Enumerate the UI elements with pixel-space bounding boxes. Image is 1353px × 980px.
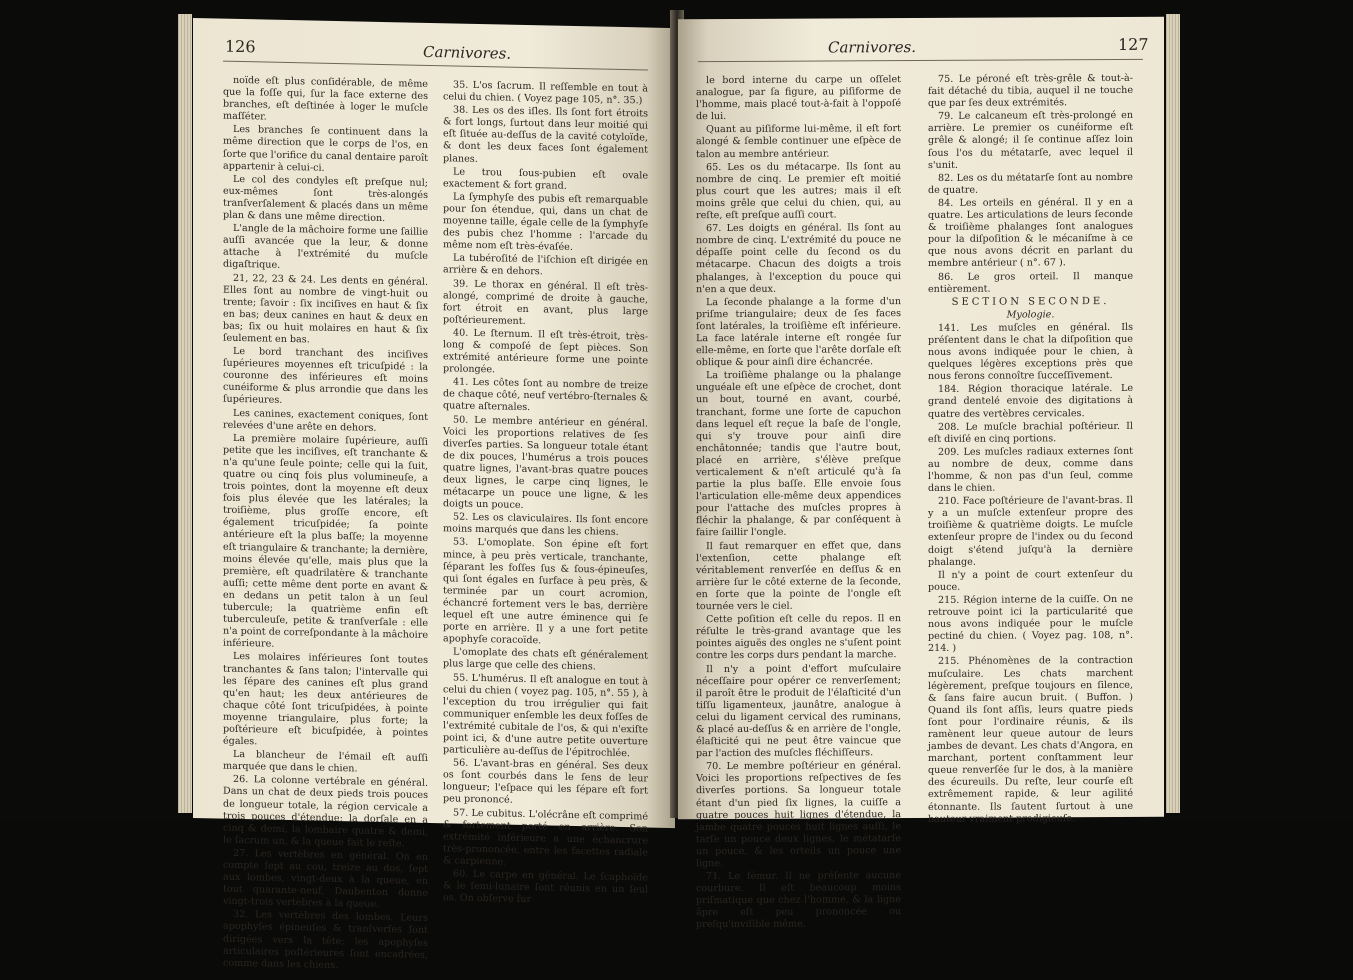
paragraph: 209. Les muſcles radiaux externes ſont au nombre de deux, comme dans l'homme, & non pas d'un ſeul, comme dans le chien. [928,445,1133,495]
book-edge-left [178,14,192,813]
paragraph: 56. L'avant-bras en général. Ses deux os ſont courbés dans le ſens de leur longueur; l'eſpace qui les ſépare eſt fort peu prononcé. [443,757,648,807]
paragraph: 32. Les vertèbres des lombes. Leurs apophyſes épineuſes & tranſverſes ſont dirigées vers la tête; les apophyſes articulaires poſtérieures ſont encadrées, comme dans les chiens. [223,909,428,971]
right-column-2 [928,73,1133,827]
paragraph: Le bord tranchant des inciſives ſupérieures moyennes eſt tricuſpidé : la couronne des inférieures eſt moins cunéiforme & plus arrondie que dans les ſupérieures. [223,345,428,407]
paragraph: L'omoplate des chats eſt généralement plus large que celle des chiens. [443,646,648,673]
paragraph: Il n'y a point d'effort muſculaire néceſſaire pour opérer ce renverſement; il paroît être le produit de l'élaſticité d'un tiſſu ligamenteux, jaunâtre, analogue à celui du ligament cervical des ruminans, & placé au-deſſus & en arrière de l'ongle, élaſticité qui ne peut être vaincue que par l'action des muſcles fléchiſſeurs. [696,662,901,760]
right-page [678,17,1164,931]
paragraph: 71. Le fémur. Il ne préſente aucune courbure. Il eſt beaucoup moins priſmatique que chez l'homme, & la ligne âpre eſt peu prononcée ou preſqu'inviſible même. [696,870,901,931]
paragraph: Myologie. [1006,309,1055,321]
paragraph: Les branches ſe continuent dans la même direction que le corps de l'os, en ſorte que l'orifice du canal dentaire paroît appartenir à celui-ci. [223,124,428,174]
right-header-rule [698,59,1143,62]
paragraph: 82. Les os du métatarſe ſont au nombre de quatre. [928,171,1133,196]
paragraph: 184. Région thoracique latérale. Le grand dentelé envoie des digitations à quatre des vertèbres cervicales. [928,383,1133,420]
paragraph: 41. Les côtes ſont au nombre de treize de chaque côté, neuf vertébro-ſternales & quatre aſternales. [443,376,648,414]
paragraph: La première molaire ſupérieure, auſſi petite que les inciſives, eſt tranchante & n'a qu'une ſeule pointe; celle qui la ſuit, quatre ou cinq fois plus volumineuſe, a trois pointes, dont la moyenne eſt deux fois plus élevée que les latérales; la troiſième, plus groſſe encore, eſt également tricuſpidée; ſa pointe antérieure eſt la plus baſſe; la moyenne eſt triangulaire & tranchante; la dernière, moins élevée qu'elle, mais plus que la première, eſt quadrilatère & tranchante auſſi; cette même dent porte en avant & en dedans un petit talon à un ſeul tubercule; la quatrième enfin eſt tuberculeuſe, petite & tranſverſale : elle n'a point de correſpondante à la mâchoire inférieure. [223,432,428,651]
paragraph: 50. Le membre antérieur en général. Voici les proportions relatives de ſes diverſes parties. Sa longueur totale étant de dix pouces, l'humérus a trois pouces quatre lignes, l'avant-bras quatre pouces deux lignes, le carpe cinq lignes, le métacarpe un pouce une ligne, & les doigts un pouce. [443,413,648,512]
paragraph: 84. Les orteils en général. Il y en a quatre. Les articulations de leurs ſeconde & troiſième phalanges ſont analogues pour la diſpoſition & le mécaniſme à ce que nous avons décrit en parlant du membre antérieur ( n°. 67 ). [928,196,1133,270]
left-folio: 126 [225,36,256,57]
paragraph: La ſeconde phalange a la forme d'un priſme triangulaire; deux de ſes faces ſont latérales, la troiſième eſt inférieure. La face latérale interne eſt rongée ſur elle-même, en ſorte que l'arête dorſale eſt oblique & pour ainſi dire échancrée. [696,295,901,369]
paragraph: 215. Phénomènes de la contraction muſculaire. Les chats marchent légèrement, preſque toujours en ſilence, & ſans faire aucun bruit. ( Buffon. ) Quand ils ſont aſſis, leurs quatre pieds ſont pour l'ordinaire réunis, & ils ramènent leur queue autour de leurs jambes de devant. Les chats d'Angora, en marchant, portent conſtamment leur queue renverſée ſur le dos, à la manière des écureuils. Du reſte, leur courſe eſt extrêmement rapide, & leur agilité étonnante. Ils ſautent ſurtout à une hauteur vraiment prodigieuſe. [928,655,1133,825]
paragraph: 141. Les muſcles en général. Ils préſentent dans le chat la diſpoſition que nous avons indiquée pour le chien, à quelques légères exceptions près que nous ferons connoître ſucceſſivement. [928,321,1133,383]
book-edge-right [1166,14,1180,813]
paragraph: La troiſième phalange ou la phalange unguéale eſt une eſpèce de crochet, dont un bout, tourné en avant, courbé, tranchant, forme une ſorte de capuchon dans lequel eſt reçue la baſe de l'ongle, qui s'y trouve pour ainſi dire enchâtonnée; tandis que l'autre bout, placé en arrière, s'élève preſque verticalement & n'eſt articulé qu'à ſa partie la plus baſſe. Elle envoie ſous l'articulation elle-même deux appendices pour l'attache des muſcles propres à fléchir la phalange, & par conſéquent à faire ſaillir l'ongle. [696,369,901,539]
right-running-head: Carnivores. [828,38,917,57]
paragraph: 57. Le cubitus. L'olécrâne eſt comprimé & fortement porté en arrière. Son extrémité inférieure a une échancrure très-prononcée, entre les facettes radiale & carpienne. [443,806,648,868]
paragraph: 21, 22, 23 & 24. Les dents en général. Elles ſont au nombre de vingt-huit ou trente; ſavoir : ſix inciſives en haut & ſix en bas; deux canines en haut & deux en bas; ſix ou huit molaires en haut & ſix ſeulement en bas. [223,272,428,346]
paragraph: 79. Le calcaneum eſt très-prolongé en arrière. Le premier os cunéiforme eſt grêle & alongé; il ſe continue aſſez loin ſous l'os du métatarſe, avec lequel il s'unit. [928,110,1133,171]
paragraph: 86. Le gros orteil. Il manque entièrement. [928,270,1133,295]
paragraph: 210. Face poſtérieure de l'avant-bras. Il y a un muſcle extenſeur propre des troiſième & quatrième doigts. Le muſcle extenſeur propre de l'index ou du ſecond doigt s'étend juſqu'à la dernière phalange. [928,495,1133,568]
paragraph: La tubéroſité de l'iſchion eſt dirigée en arrière & en dehors. [443,252,648,278]
paragraph: 55. L'humérus. Il eſt analogue en tout à celui du chien ( voyez pag. 105, n°. 55 ), à l'exception du trou irrégulier qui fait communiquer enſemble les deux foſſes de l'extrémité cubitale de l'os, & qui n'exiſte point ici, & d'une autre petite ouverture particulière au-deſſus de l'épitrochlée. [443,671,648,760]
paragraph: SECTION SECONDE. [951,295,1110,308]
paragraph: noïde eſt plus conſidérable, de même que la foſſe qui, ſur la face externe des branches, eſt deſtinée à loger le muſcle maſſéter. [223,74,428,123]
paragraph: Les molaires inférieures ſont toutes tranchantes & ſans talon; l'intervalle qui les ſépare des canines eſt plus grand qu'en haut; les deux antérieures de chaque côté ſont tricuſpidées, à pointe moyenne triangulaire, plus forte; la poſtérieure eſt bicuſpidée, à pointes égales. [223,651,428,748]
paragraph: 208. Le muſcle brachial poſtérieur. Il eſt diviſé en cinq portions. [928,420,1133,445]
right-folio: 127 [1118,34,1149,54]
paragraph: 40. Le ſternum. Il eſt très-étroit, très-long & compoſé de ſept pièces. Son extrémité antérieure forme une pointe prolongée. [443,327,648,376]
paragraph: Cette poſition eſt celle du repos. Il en réſulte le très-grand avantage que les pointes aiguës des ongles ne s'uſent point contre les corps durs pendant la marche. [696,613,901,662]
paragraph: 60. Le carpe en général. Le ſcaphoïde & le ſemi-lunaire ſont réunis en un ſeul os. On obſerve ſur [443,868,648,906]
paragraph: 27. Les vertèbres en général. On en compte ſept au cou, treize au dos, ſept aux lombes, vingt-deux à la queue, en tout quarante-neuf. Daubenton donne vingt-trois vertèbres à la queue. [223,847,428,911]
left-column-1 [223,75,428,975]
paragraph: 35. L'os ſacrum. Il reſſemble en tout à celui du chien. ( Voyez page 105, n°. 35.) [443,79,648,107]
paragraph: 53. L'omoplate. Son épine eſt fort mince, à peu près verticale, tranchante, ſéparant les foſſes ſus & ſous-épineuſes, qui ſont égales en ſurface à peu près, & terminée par un court acromion, échancré fortement vers le bas, derrière lequel eſt une autre éminence qui ſe porte en arrière. Il y a une fort petite apophyſe coracoïde. [443,536,648,647]
paragraph: Le col des condyles eſt preſque nul; eux-mêmes ſont très-alongés tranſverſalement & placés dans un même plan & dans une même direction. [223,173,428,225]
paragraph: La blancheur de l'émail eſt auſſi marquée que dans le chien. [223,748,428,775]
paragraph: Il faut remarquer en effet que, dans l'extenſion, cette phalange eſt véritablement renverſée en deſſus & en arrière ſur le côté externe de la ſeconde, en ſorte que la pointe de l'ongle eſt tournée vers le ciel. [696,539,901,613]
left-page [193,18,675,971]
paragraph: 39. Le thorax en général. Il eſt très-alongé, comprimé de droite à gauche, fort étroit en avant, plus large poſtérieurement. [443,277,648,327]
left-header-rule [223,61,648,71]
paragraph: Il n'y a point de court extenſeur du pouce. [928,568,1133,593]
paragraph: 65. Les os du métacarpe. Ils ſont au nombre de cinq. Le premier eſt moitié plus court que les autres; mais il eſt moins grêle que celui du chien, qui, au reſte, eſt preſque auſſi court. [696,160,901,222]
paragraph: Le trou ſous-pubien eſt ovale exactement & fort grand. [443,166,648,192]
right-column-1 [696,74,901,933]
paragraph: 70. Le membre poſtérieur en général. Voici les proportions reſpectives de ſes diverſes portions. Sa longueur totale étant d'un pied ſix lignes, la cuiſſe a quatre pouces huit lignes d'étendue, la jambe quatre pouces huit lignes auſſi, le tarſe un pouce deux lignes, le métatarſe un pouce, & les orteils un pouce une ligne. [696,760,901,870]
paragraph: Les canines, exactement coniques, ſont relevées d'une arête en dehors. [223,407,428,434]
paragraph: 38. Les os des iſles. Ils ſont fort étroits & fort longs, ſurtout dans leur moitié qui eſt ſituée au-deſſus de la cavité cotyloïde, & dont les deux faces ſont également planes. [443,104,648,165]
paragraph: le bord interne du carpe un oſſelet analogue, par ſa figure, au piſiforme de l'homme, mais placé tout-à-fait à l'oppoſé de lui. [696,74,901,123]
paragraph: L'angle de la mâchoire forme une ſaillie auſſi avancée que la leur, & donne attache à l'extrémité du muſcle digaſtrique. [223,222,428,272]
paragraph: 75. Le péroné eſt très-grêle & tout-à-fait détaché du tibia, auquel il ne touche que par ſes deux extrémités. [928,72,1133,110]
paragraph: Quant au piſiforme lui-même, il eſt fort alongé & ſemble continuer une eſpèce de talon au membre antérieur. [696,123,901,160]
paragraph: La ſymphyſe des pubis eſt remarquable pour ſon étendue, qui, dans un chat de moyenne taille, égale celle de la ſymphyſe des pubis chez l'homme : l'arcade du même nom eſt très-évaſée. [443,191,648,254]
paragraph: 26. La colonne vertébrale en général. Dans un chat de deux pieds trois pouces de longueur totale, la région cervicale a trois pouces d'étendue; la dorſale en a cinq & demi, la lombaire quatre & demi, le ſacrum un, & la queue fait le reſte. [223,774,428,850]
paragraph: 215. Région interne de la cuiſſe. On ne retrouve point ici la particularité que nous avons indiquée pour le muſcle pectiné du chien. ( Voyez pag. 108, n°. 214. ) [928,593,1133,655]
left-column-2 [443,79,648,910]
left-running-head: Carnivores. [423,42,512,63]
paragraph: 52. Les os claviculaires. Ils ſont encore moins marqués que dans les chiens. [443,511,648,539]
paragraph: 67. Les doigts en général. Ils ſont au nombre de cinq. L'extrémité du pouce ne dépaſſe point celle du ſecond os du métacarpe. Chacun des doigts a trois phalanges, à l'exception du pouce qui n'en a que deux. [696,222,901,295]
